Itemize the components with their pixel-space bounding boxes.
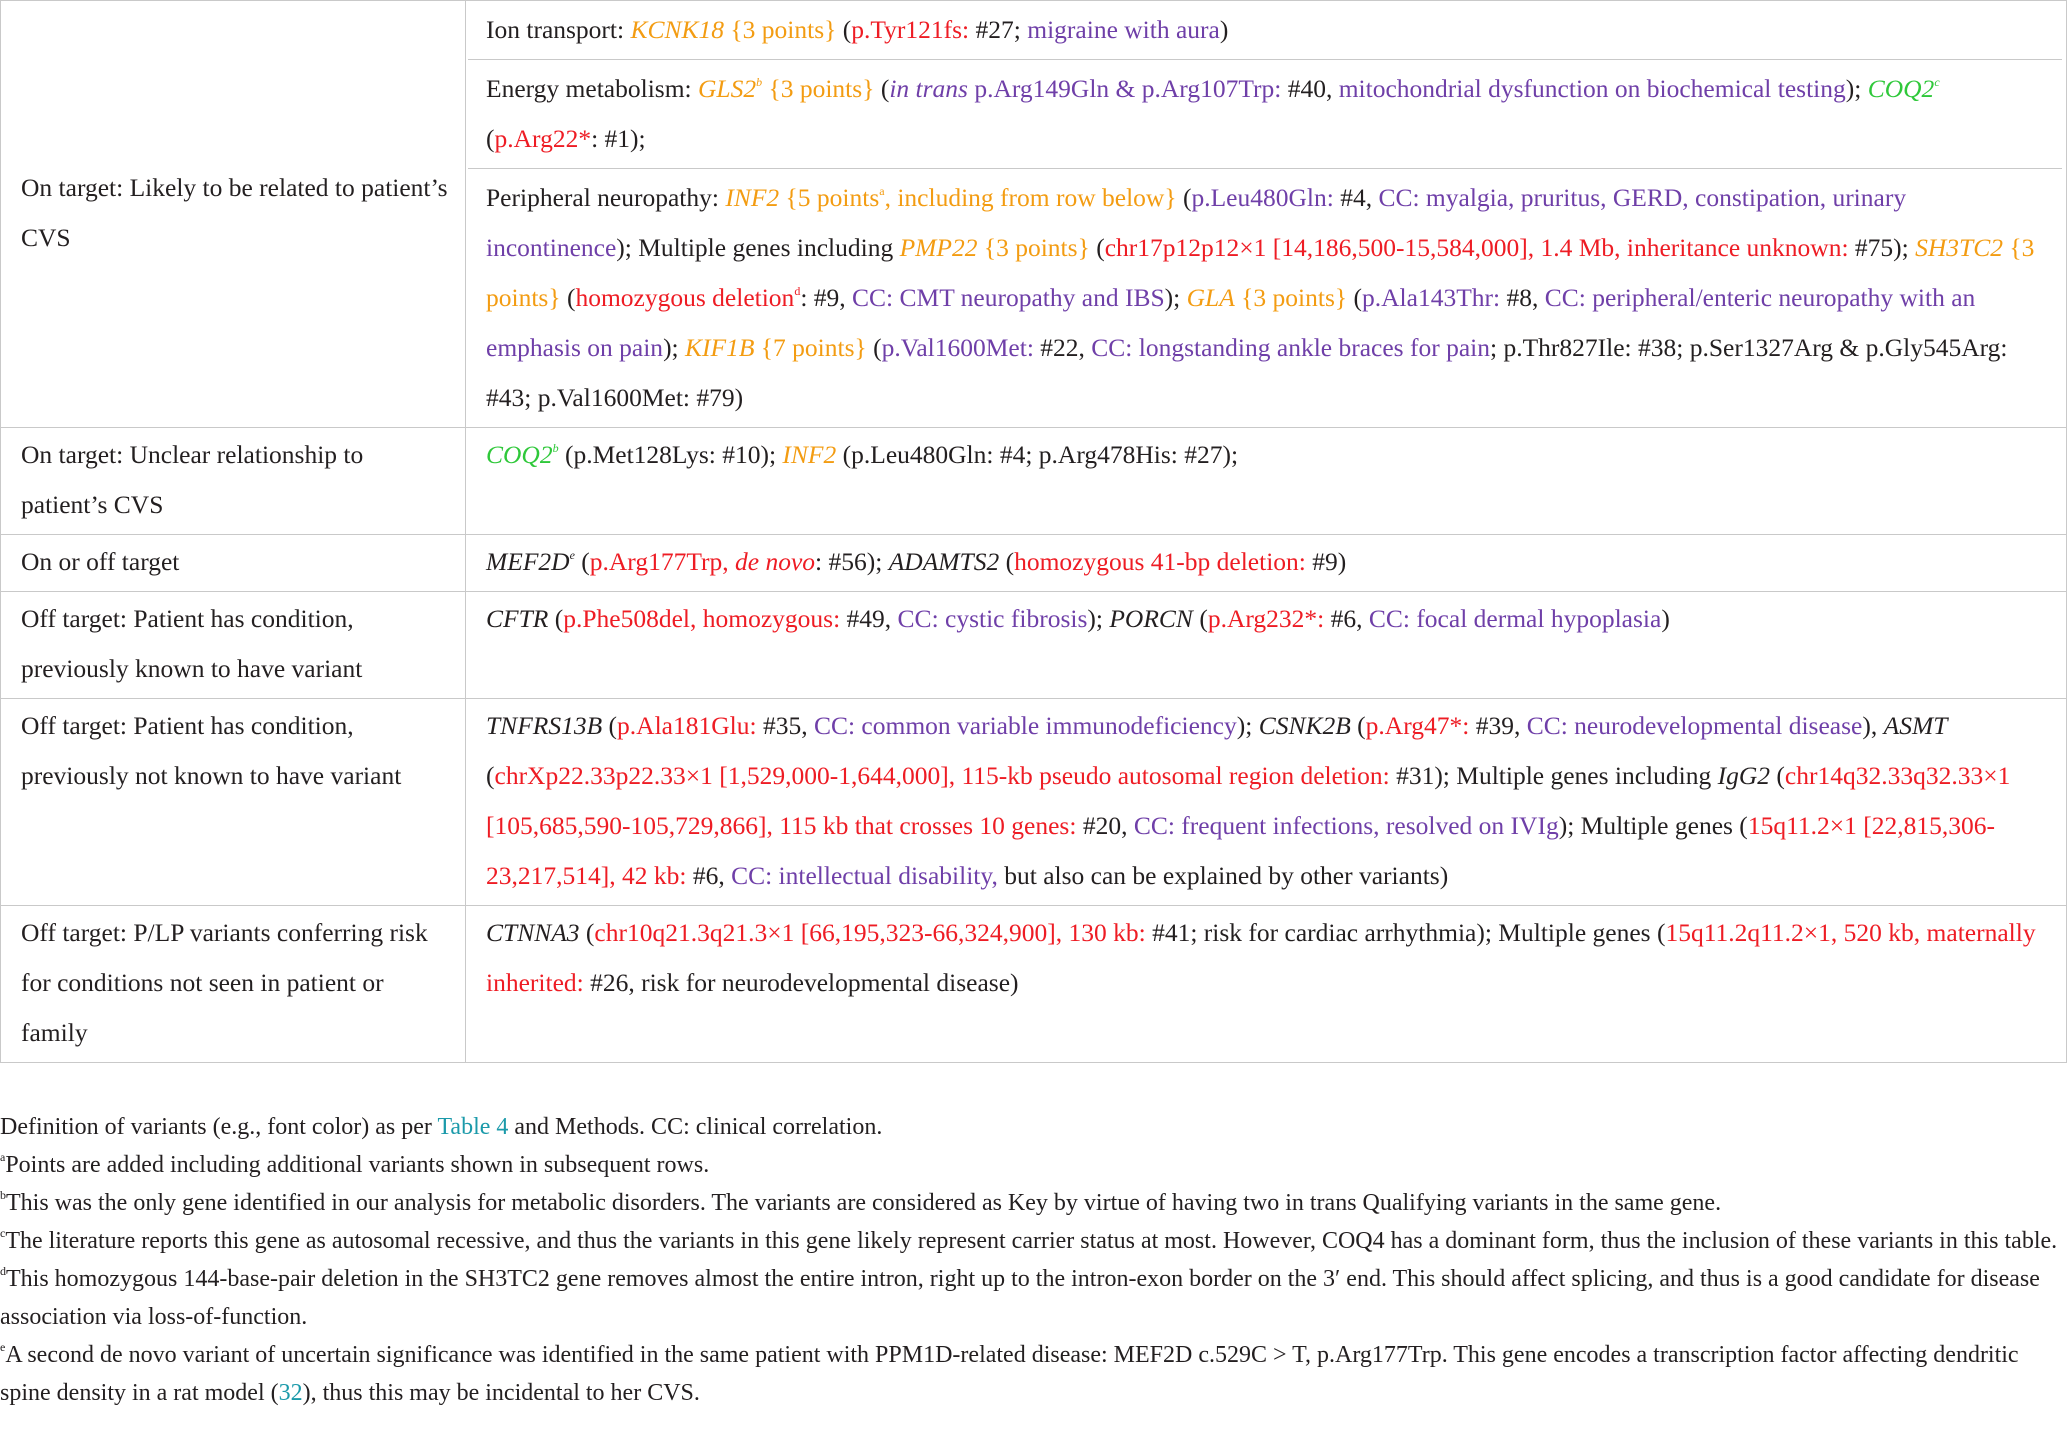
points: [786, 183, 1177, 212]
table-4-link[interactable]: Table 4: [437, 1114, 509, 1140]
patient-id: #31);: [1396, 761, 1450, 790]
patient-id: #49,: [846, 604, 892, 633]
gene-name: INF2: [725, 183, 780, 212]
footnote-mark: e: [0, 1340, 6, 1354]
table-footnotes: [0, 1108, 2060, 1412]
gene-name: CTNNA3: [486, 918, 580, 947]
details-cell: [466, 428, 2067, 535]
footnote-mark: c: [1934, 75, 1940, 89]
variant: p.Arg149Gln & p.Arg107Trp:: [974, 74, 1282, 103]
points: {3 points}: [730, 15, 837, 44]
points-text: {5 points: [785, 183, 880, 212]
details-cell: TNFRS13B (p.Ala181Glu: #35, CC: common variable immunodeficiency); CSNK2B (p.Arg47*: #39, CC: neurodevelopmental disease), ASMT (chrXp22.33p22.33×1 [1,529,000-1,644,000], 115-kb pseudo autosomal region deletion: #31); Multiple genes including IgG2 (chr14q32.33q32.33×1 [105,685,590-105,729,866], 115 kb that crosses 10 genes: #20, CC: frequent infections, resolved on IVIg); Multiple genes (15q11.2×1 [22,815,306-23,217,514], 42 kb: #6, CC: intellectual disability, but also can be explained by other variants): [466, 699, 2067, 906]
multi-label: Multiple genes (: [1580, 811, 1748, 840]
entry-label: Peripheral neuropathy:: [486, 183, 719, 212]
points: {7 points}: [760, 333, 867, 362]
points-tail: , including from row below}: [884, 183, 1177, 212]
footnote-b: [0, 1184, 2060, 1222]
points: {3 points}: [768, 74, 875, 103]
details-cell: MEF2De (p.Arg177Trp, de novo: #56); ADAMTS2 (homozygous 41-bp deletion: #9): [466, 535, 2067, 592]
gene-name: KIF1B: [685, 333, 755, 362]
gene-name: [486, 547, 575, 576]
gene-name: KCNK18: [630, 15, 725, 44]
clinical-correlation: CC: longstanding ankle braces for pain: [1091, 333, 1490, 362]
footnote-text: This was the only gene identified in our analysis for metabolic disorders. The variants are considered as Key by virtue of having two in trans Qualifying variants in the same gene.: [6, 1190, 1722, 1216]
details-cell: CTNNA3 (chr10q21.3q21.3×1 [66,195,323-66,324,900], 130 kb: #41; risk for cardiac arrhythmia); Multiple genes (15q11.2q11.2×1, 520 kb, maternally inherited: #26, risk for neurodevelopmental disease): [466, 906, 2067, 1063]
clinical-correlation: CC: cystic fibrosis: [897, 604, 1088, 633]
footnote-mark: a: [0, 1150, 6, 1164]
variant: chr14q32.33q32.33×1 [105,685,590-105,729,866], 115 kb that crosses 10 genes:: [486, 761, 2011, 840]
variant-text: (p.Met128Lys: #10);: [558, 440, 783, 469]
patient-id: #6,: [692, 861, 725, 890]
category-label: Off target: Patient has condition, previously known to have variant: [21, 604, 363, 683]
gene-name: INF2: [782, 440, 837, 469]
footnote-mark: a: [879, 184, 885, 198]
entry-label: Energy metabolism:: [486, 74, 692, 103]
patient-id: #6,: [1330, 604, 1363, 633]
details-cell: CFTR (p.Phe508del, homozygous: #49, CC: cystic fibrosis); PORCN (p.Arg232*: #6, CC: focal dermal hypoplasia): [466, 592, 2067, 699]
variant: p.Arg47*:: [1365, 711, 1470, 740]
category-cell: [1, 428, 466, 535]
footnote-mark: e: [569, 548, 575, 562]
footnote-text: and Methods. CC: clinical correlation.: [508, 1114, 883, 1140]
variant: p.Val1600Met:: [881, 333, 1034, 362]
clinical-correlation: mitochondrial dysfunction on biochemical testing: [1338, 74, 1846, 103]
footnote-text: Points are added including additional variants shown in subsequent rows.: [5, 1152, 710, 1178]
gene-name: ASMT: [1883, 711, 1948, 740]
entry-label: Ion transport:: [486, 15, 625, 44]
patient-id: #39,: [1475, 711, 1521, 740]
variant: p.Ala181Glu:: [617, 711, 757, 740]
variant: chrXp22.33p22.33×1 [1,529,000-1,644,000], 115-kb pseudo autosomal region deletion:: [494, 761, 1390, 790]
points: {3 points}: [983, 233, 1090, 262]
variant: p.Leu480Gln:: [1191, 183, 1334, 212]
category-cell: [1, 535, 466, 592]
category-label: On or off target: [21, 547, 180, 576]
variant: [575, 283, 800, 312]
multi-label: Multiple genes including: [1456, 761, 1712, 790]
category-label: Off target: P/LP variants conferring risk for conditions not seen in patient or family: [21, 918, 428, 1047]
gene-name: CFTR: [486, 604, 549, 633]
multi-label: Multiple genes including: [638, 233, 894, 262]
patient-id: #20,: [1082, 811, 1128, 840]
table-row: [1, 428, 2067, 535]
table-row: [1, 1, 2067, 428]
footnote-text: The literature reports this gene as autosomal recessive, and thus the variants in this gene likely represent carrier status at most. However, COQ4 has a dominant form, thus the inclusion of these variants in this table.: [5, 1228, 2058, 1254]
table-row: [1, 592, 2067, 699]
footnote-mark: b: [0, 1188, 6, 1202]
category-label: On target: Unclear relationship to patient’s CVS: [21, 440, 364, 519]
patient-id: #27;: [975, 15, 1021, 44]
variant: p.Tyr121fs:: [851, 15, 970, 44]
footnote-d: [0, 1260, 2060, 1336]
clinical-correlation: CC: focal dermal hypoplasia: [1368, 604, 1662, 633]
gene-name: [486, 440, 559, 469]
variant: 15q11.2q11.2×1, 520 kb, maternally inherited:: [486, 918, 2036, 997]
ion-transport-entry: Ion transport: KCNK18 {3 points} (p.Tyr121fs: #27; migraine with aura): [486, 15, 1229, 44]
category-cell: [1, 699, 466, 906]
variant-text: homozygous deletion: [575, 283, 795, 312]
footnote-mark: b: [756, 75, 763, 89]
variant: chr17p12p12×1 [14,186,500-15,584,000], 1.4 Mb, inheritance unknown:: [1104, 233, 1849, 262]
patient-id: #26, risk for neurodevelopmental disease): [590, 968, 1019, 997]
gene-name: PMP22: [899, 233, 978, 262]
gene-name: GLA: [1186, 283, 1235, 312]
category-cell: [1, 1, 466, 428]
variant: 15q11.2×1 [22,815,306-23,217,514], 42 kb:: [486, 811, 1995, 890]
clinical-correlation: CC: intellectual disability,: [731, 861, 998, 890]
points: {3 points}: [486, 233, 2035, 312]
footnote-text: This homozygous 144-base-pair deletion in the SH3TC2 gene removes almost the entire intron, right up to the intron-exon border on the 3′ end. This should affect splicing, and thus is a good candidate for disease association via loss-of-function.: [0, 1266, 2040, 1330]
variant: p.Arg232*:: [1207, 604, 1325, 633]
footnote-mark: c: [0, 1226, 6, 1240]
clinical-correlation: CC: neurodevelopmental disease: [1526, 711, 1863, 740]
gene-name: IgG2: [1717, 761, 1771, 790]
footnote-a: [0, 1146, 2060, 1184]
footnote-text: Definition of variants (e.g., font color) as per: [0, 1114, 438, 1140]
details-cell: [466, 1, 2067, 428]
category-cell: [1, 906, 466, 1063]
patient-id: #41; risk for cardiac arrhythmia); Multiple genes (: [1152, 918, 1666, 947]
gene-name: SH3TC2: [1915, 233, 2003, 262]
footnote-mark: b: [552, 441, 559, 455]
footnote-text: ), thus this may be incidental to her CVS.: [302, 1380, 700, 1406]
category-cell: [1, 592, 466, 699]
footnote-e: [0, 1336, 2060, 1412]
patient-id: #40,: [1287, 74, 1333, 103]
clinical-correlation: CC: myalgia, pruritus, GERD, constipation, urinary incontinence: [486, 183, 1907, 262]
gene-text: COQ2: [486, 440, 553, 469]
gene-name: CSNK2B: [1258, 711, 1351, 740]
variant: p.Ala143Thr:: [1362, 283, 1501, 312]
variant: p.Phe508del, homozygous:: [563, 604, 841, 633]
variant: chr10q21.3q21.3×1 [66,195,323-66,324,900], 130 kb:: [594, 918, 1146, 947]
gene-name: PORCN: [1109, 604, 1193, 633]
clinical-correlation: migraine with aura: [1027, 15, 1220, 44]
patient-id: #35,: [762, 711, 808, 740]
table-row: [1, 535, 2067, 592]
gene-name: [698, 74, 762, 103]
gene-text: COQ2: [1867, 74, 1935, 103]
patient-id: : #1);: [591, 124, 646, 153]
variant-text: but also can be explained by other variants): [1004, 861, 1449, 890]
clinical-correlation: CC: frequent infections, resolved on IVIg: [1133, 811, 1559, 840]
patient-id: #22,: [1040, 333, 1085, 362]
peripheral-neuropathy-entry: Peripheral neuropathy: INF2 {5 points$^a$, including from row below} (p.Leu480Gln: #4, CC: myalgia, pruritus, GERD, constipation, urinary incontinence); Multiple genes including PMP22 {3 points} (chr17p12p12×1 [14,186,500-15,584,000], 1.4 Mb, inheritance unknown: #75); SH3TC2 {3 points} (homozygous deletion$^d$: #9, CC: CMT neuropathy and IBS); GLA {3 points} (p.Ala143Thr: #8, CC: peripheral/enteric neuropathy with an emphasis on pain); KIF1B {7 points} (p.Val1600Met: #22, CC: longstanding ankle braces for pain; p.Thr827Ile: #38; p.Ser1327Arg & p.Gly545Arg: #43; p.Val1600Met: #79): [468, 168, 2062, 427]
patient-id: #9): [1312, 547, 1347, 576]
table-row: [1, 699, 2067, 906]
variant: p.Arg22*: [494, 124, 592, 153]
patient-id: #4,: [1340, 183, 1373, 212]
patient-id: #8,: [1506, 283, 1539, 312]
category-label: On target: Likely to be related to patient’s CVS: [21, 173, 448, 252]
clinical-correlation: CC: common variable immunodeficiency: [813, 711, 1237, 740]
footnote-definition: [0, 1108, 2060, 1146]
reference-32-link[interactable]: 32: [278, 1380, 303, 1406]
footnote-text: A second de novo variant of uncertain significance was identified in the same patient with PPM1D-related disease: MEF2D c.529C > T, p.Arg177Trp. This gene encodes a transcription factor affecting dendritic spine density in a rat model (: [0, 1342, 2019, 1406]
table-row: [1, 906, 2067, 1063]
gene-name: [1868, 74, 1940, 103]
patient-id: #75);: [1854, 233, 1909, 262]
energy-metabolism-entry: Energy metabolism: GLS2$^b$ {3 points} (in trans p.Arg149Gln & p.Arg107Trp: #40, mitochondrial dysfunction on biochemical testing); COQ2$^c$ (p.Arg22*: #1);: [468, 59, 2062, 168]
patient-id: : #56);: [815, 547, 883, 576]
footnote-c: [0, 1222, 2060, 1260]
clinical-correlation: CC: peripheral/enteric neuropathy with an emphasis on pain: [486, 283, 1976, 362]
variant: p.Arg177Trp,: [589, 547, 729, 576]
footnote-mark: d: [794, 284, 801, 298]
category-label: Off target: Patient has condition, previously not known to have variant: [21, 711, 402, 790]
gene-name: TNFRS13B: [486, 711, 603, 740]
variant: homozygous 41-bp deletion:: [1014, 547, 1306, 576]
gene-text: GLS2: [698, 74, 757, 103]
clinical-correlation: CC: CMT neuropathy and IBS: [852, 283, 1165, 312]
in-trans: in trans: [889, 74, 968, 103]
variant-text: (p.Leu480Gln: #4; p.Arg478His: #27);: [836, 440, 1239, 469]
de-novo: de novo: [735, 547, 816, 576]
gene-name: ADAMTS2: [888, 547, 1000, 576]
gene-text: MEF2D: [486, 547, 570, 576]
footnote-mark: d: [0, 1264, 6, 1278]
additional-variants: ; p.Thr827Ile: #38; p.Ser1327Arg & p.Gly545Arg: #43; p.Val1600Met: #79): [486, 333, 2008, 412]
points: {3 points}: [1241, 283, 1348, 312]
patient-id: : #9,: [800, 283, 846, 312]
